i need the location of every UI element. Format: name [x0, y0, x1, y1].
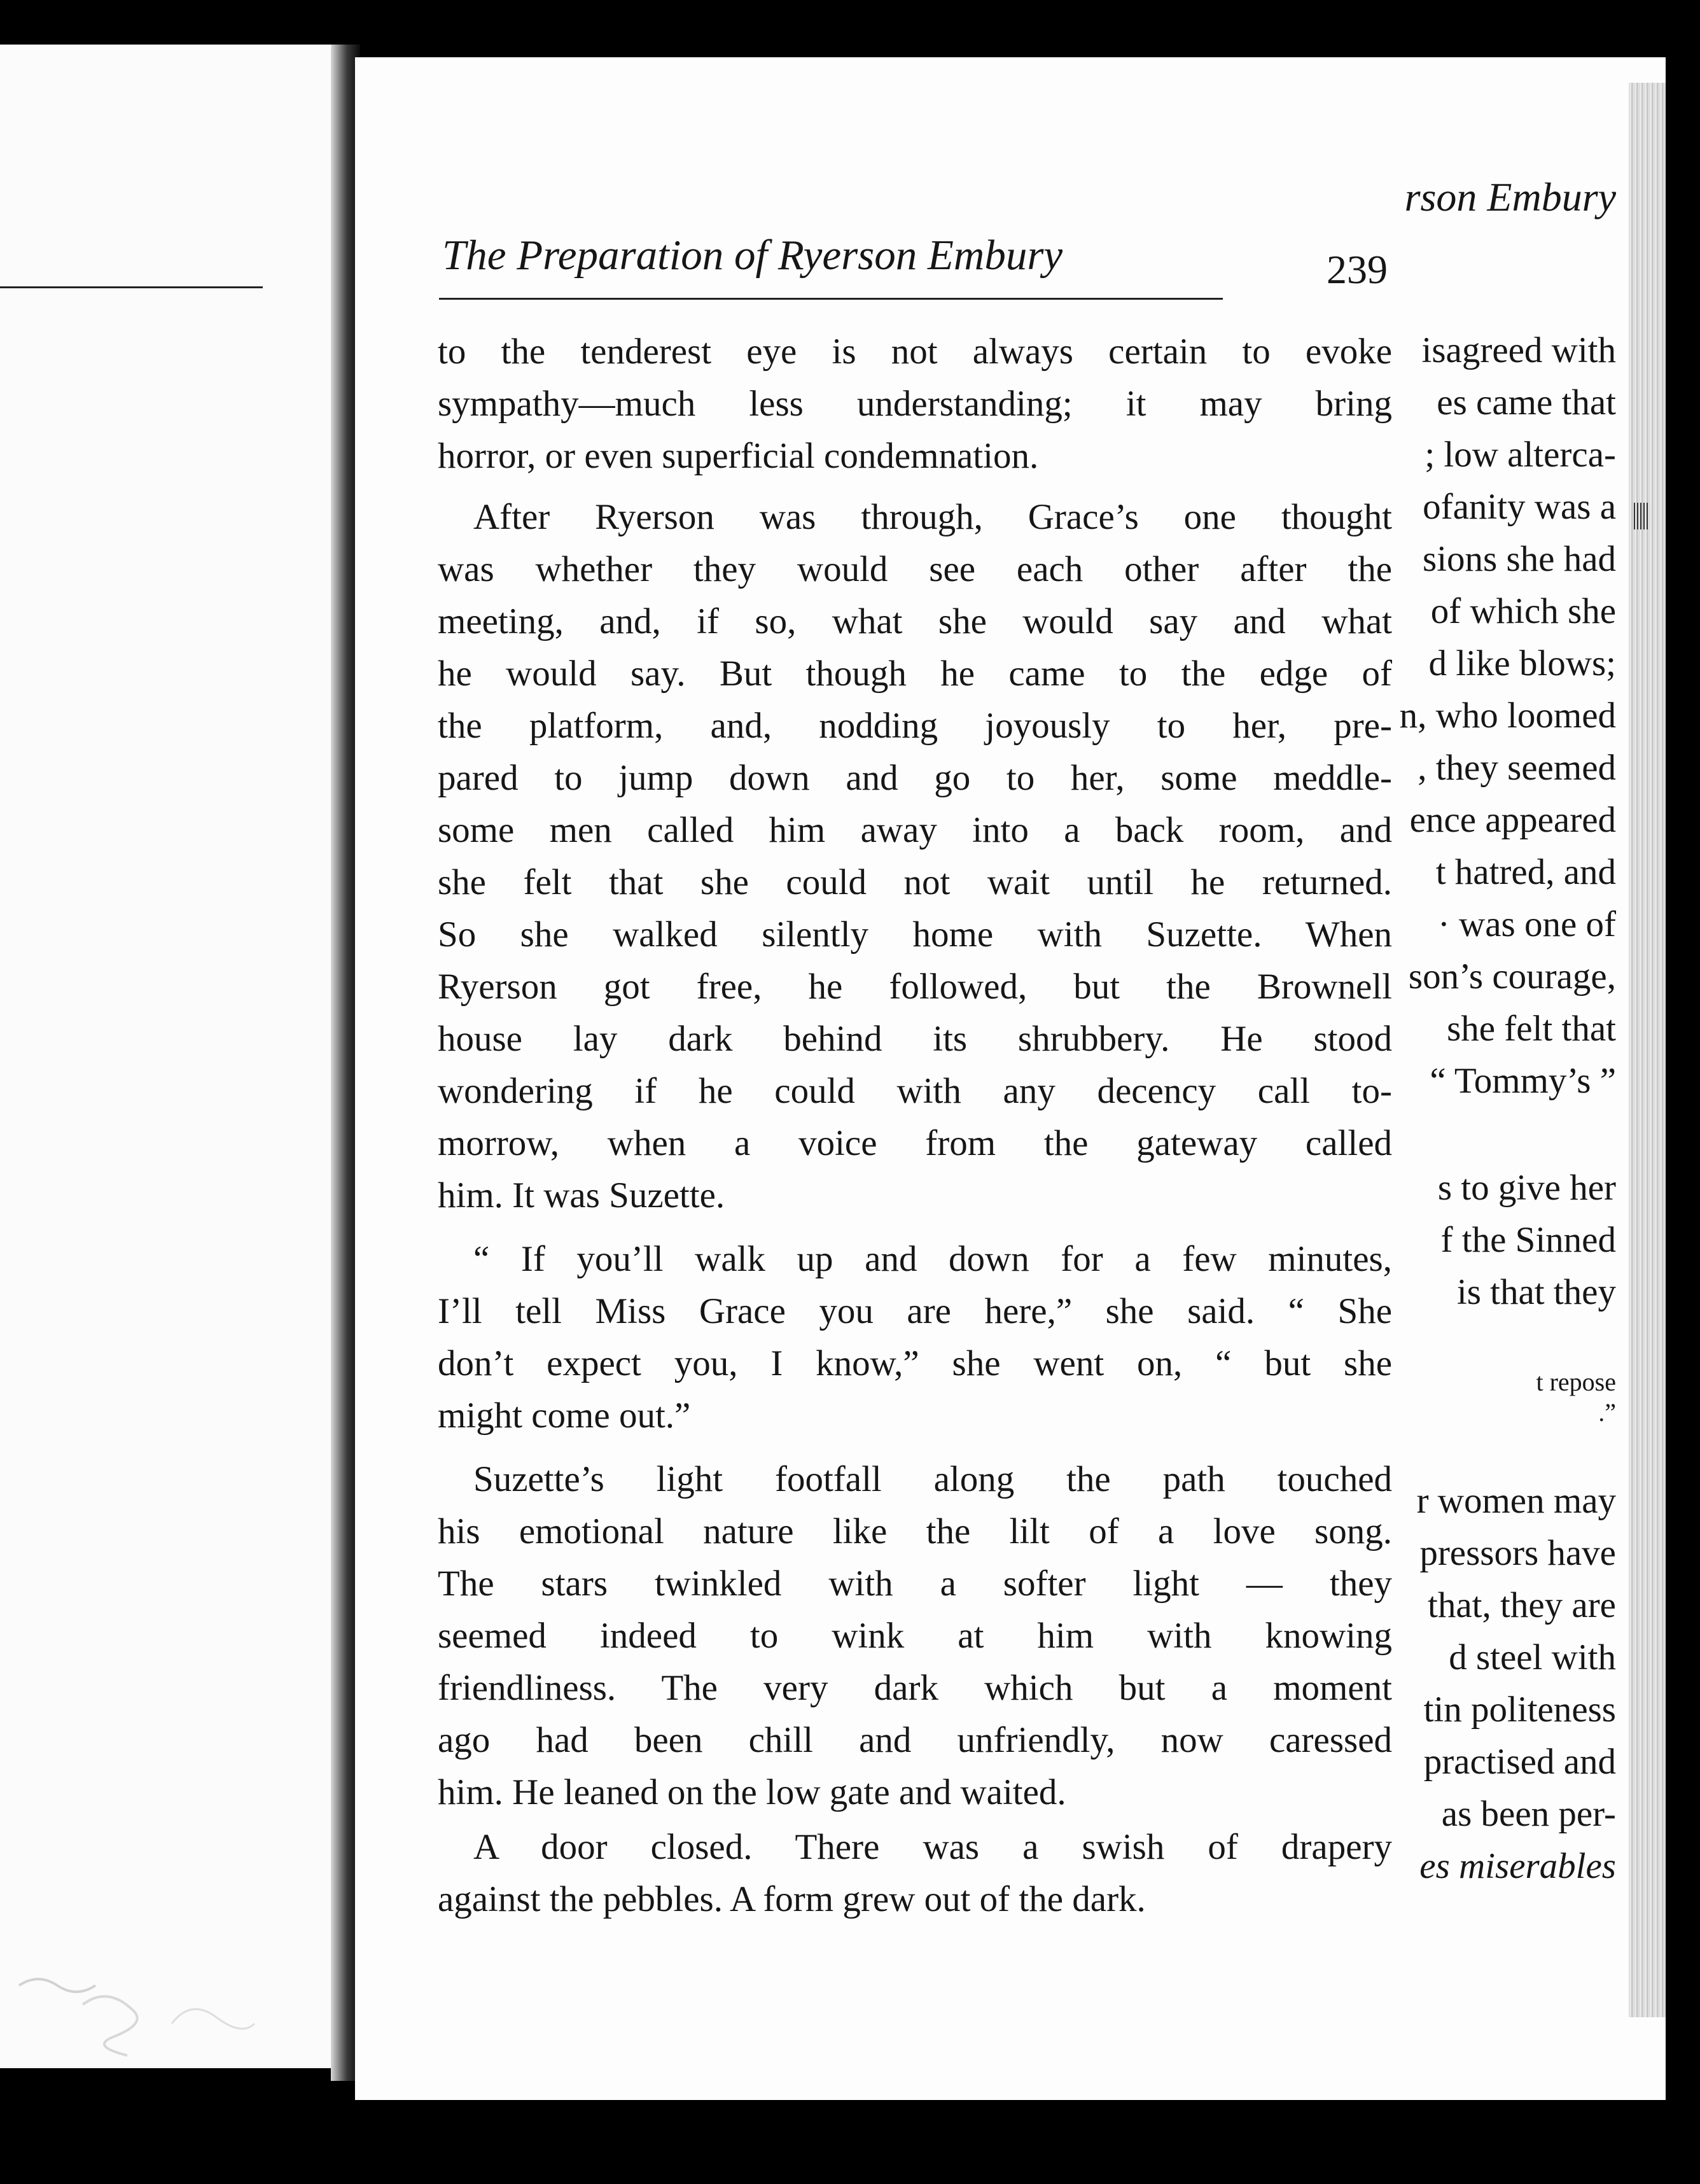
left-text-line: son’s courage, [1408, 956, 1616, 997]
text-line: The stars twinkled with a softer light — they [438, 1564, 1392, 1604]
left-text-line: d like blows; [1428, 643, 1616, 683]
left-text-line: is that they [1456, 1272, 1616, 1312]
left-text-line: she felt that [1447, 1009, 1616, 1049]
text-line: sympathy—much less understanding; it may bring [438, 384, 1392, 424]
text-line: ago had been chill and unfriendly, now caressed [438, 1720, 1392, 1760]
left-text-line: ence appeared [1409, 800, 1616, 840]
left-text-line: pressors have [1419, 1533, 1616, 1573]
text-line: meeting, and, if so, what she would say and what [438, 601, 1392, 641]
text-line: was whether they would see each other after the [438, 549, 1392, 589]
text-line: him. He leaned on the low gate and waited. [438, 1772, 1066, 1812]
text-line: wondering if he could with any decency call to- [438, 1071, 1392, 1111]
text-line: might come out.” [438, 1396, 691, 1436]
left-text-line: ; low alterca- [1425, 435, 1616, 475]
text-line: A door closed. There was a swish of drapery [473, 1827, 1392, 1867]
left-text-line: es miserables [1419, 1846, 1616, 1886]
text-line: So she walked silently home with Suzette. When [438, 914, 1392, 955]
running-head: The Preparation of Ryerson Embury [442, 232, 1063, 279]
text-line: she felt that she could not wait until he returned. [438, 862, 1392, 902]
text-line: he would say. But though he came to the edge of [438, 654, 1392, 694]
page-number: 239 [1327, 247, 1388, 292]
text-line: friendliness. The very dark which but a moment [438, 1668, 1392, 1708]
left-text-line: t repose [1536, 1368, 1616, 1396]
text-line: his emotional nature like the lilt of a love song. [438, 1511, 1392, 1551]
text-line: I’ll tell Miss Grace you are here,” she said. “ She [438, 1291, 1392, 1331]
left-text-line: s to give her [1437, 1168, 1616, 1208]
left-text-line: of which she [1430, 591, 1616, 631]
left-text-line: t hatred, and [1435, 852, 1616, 892]
left-text-line: n, who loomed [1399, 696, 1616, 736]
text-line: to the tenderest eye is not always certain to evoke [438, 332, 1392, 372]
text-line: morrow, when a voice from the gateway called [438, 1123, 1392, 1163]
text-line: the platform, and, nodding joyously to her, pre- [438, 706, 1392, 746]
text-line: seemed indeed to wink at him with knowing [438, 1616, 1392, 1656]
left-text-line: tin politeness [1423, 1690, 1616, 1730]
text-line: house lay dark behind its shrubbery. He stood [438, 1019, 1392, 1059]
left-text-line: as been per- [1441, 1794, 1616, 1834]
left-text-line: “ Tommy’s ” [1430, 1061, 1616, 1101]
left-text-line: ofanity was a [1423, 487, 1616, 527]
left-text-line: .” [1598, 1398, 1616, 1427]
left-text-line: sions she had [1423, 539, 1616, 579]
header-rule [439, 298, 1223, 300]
text-line: horror, or even superficial condemnation. [438, 436, 1039, 476]
left-text-line: es came that [1437, 382, 1616, 423]
left-text-line: r women may [1416, 1481, 1616, 1521]
left-text-line: that, they are [1428, 1585, 1616, 1625]
text-line: don’t expect you, I know,” she went on, “ but she [438, 1343, 1392, 1383]
left-running-head: rson Embury [1404, 174, 1616, 220]
pencil-marks [6, 1947, 312, 2068]
text-line: against the pebbles. A form grew out of the dark. [438, 1879, 1146, 1919]
left-text-line: · was one of [1437, 904, 1616, 944]
text-line: pared to jump down and go to her, some meddle- [438, 758, 1392, 798]
left-text-line: f the Sinned [1440, 1220, 1616, 1260]
left-text-line: , they seemed [1418, 748, 1616, 788]
left-text-line: d steel with [1449, 1637, 1616, 1677]
left-header-rule [0, 286, 263, 288]
left-text-line: isagreed with [1421, 330, 1616, 370]
text-line: “ If you’ll walk up and down for a few minutes, [473, 1239, 1392, 1279]
text-line: Suzette’s light footfall along the path touched [473, 1459, 1392, 1499]
text-line: After Ryerson was through, Grace’s one thought [473, 497, 1392, 537]
left-text-line: practised and [1423, 1742, 1616, 1782]
text-line: him. It was Suzette. [438, 1175, 725, 1215]
text-line: some men called him away into a back room, and [438, 810, 1392, 850]
text-line: Ryerson got free, he followed, but the Brownell [438, 967, 1392, 1007]
